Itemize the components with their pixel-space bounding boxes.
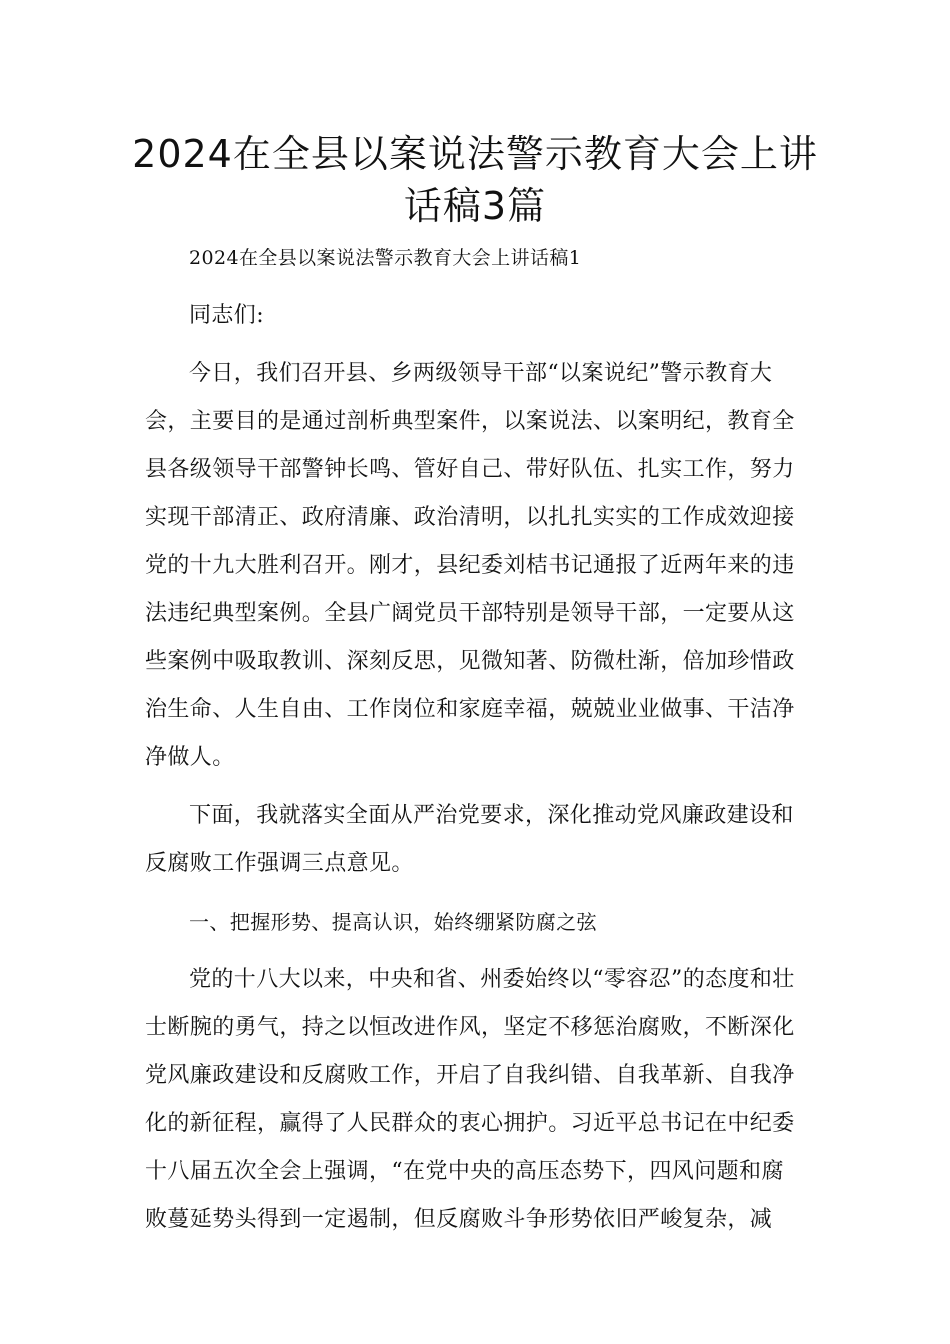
document-subtitle: 2024在全县以案说法警示教育大会上讲话稿1 — [189, 247, 582, 269]
document-body — [145, 234, 805, 1254]
salutation: 同志们: — [189, 303, 265, 328]
title-line-2: 话稿3篇 — [403, 184, 547, 228]
section-heading: 一、把握形势、提高认识，始终绷紧防腐之弦 — [189, 910, 597, 934]
paragraph-2: 下面，我就落实全面从严治党要求，深化推动党风廉政建设和反腐败工作强调三点意见。 — [145, 803, 794, 876]
paragraph-1: 今日，我们召开县、乡两级领导干部“以案说纪”警示教育大会，主要目的是通过剖析典型案件，以案说法、以案明纪，教育全县各级领导干部警钟长鸣、管好自己、带好队伍、扎实工作，努力实现干部清正、政府清廉、政治清明，以扎扎实实的工作成效迎接党的十九大胜利召开。刚才，县纪委刘桔书记通报了近两年来的违法违纪典型案例。全县广阔党员干部特别是领导干部，一定要从这些案例中吸取教训、深刻反思，见微知著、防微杜渐，倍加珍惜政治生命、人生自由、工作岗位和家庭幸福，兢兢业业做事、干洁净净做人。 — [145, 361, 795, 770]
section-paragraph: 党的十八大以来，中央和省、州委始终以“零容忍”的态度和壮士断腕的勇气，持之以恒改进作风，坚定不移惩治腐败，不断深化党风廉政建设和反腐败工作，开启了自我纠错、自我革新、自我净化的新征程，赢得了人民群众的衷心拥护。习近平总书记在中纪委十八届五次全会上强调，“在党中央的高压态势下，四风问题和腐败蔓延势头得到一定遏制，但反腐败斗争形势依旧严峻复杂，减 — [145, 967, 795, 1232]
title-line-1: 2024在全县以案说法警示教育大会上讲 — [132, 132, 818, 176]
document-title — [120, 128, 830, 232]
